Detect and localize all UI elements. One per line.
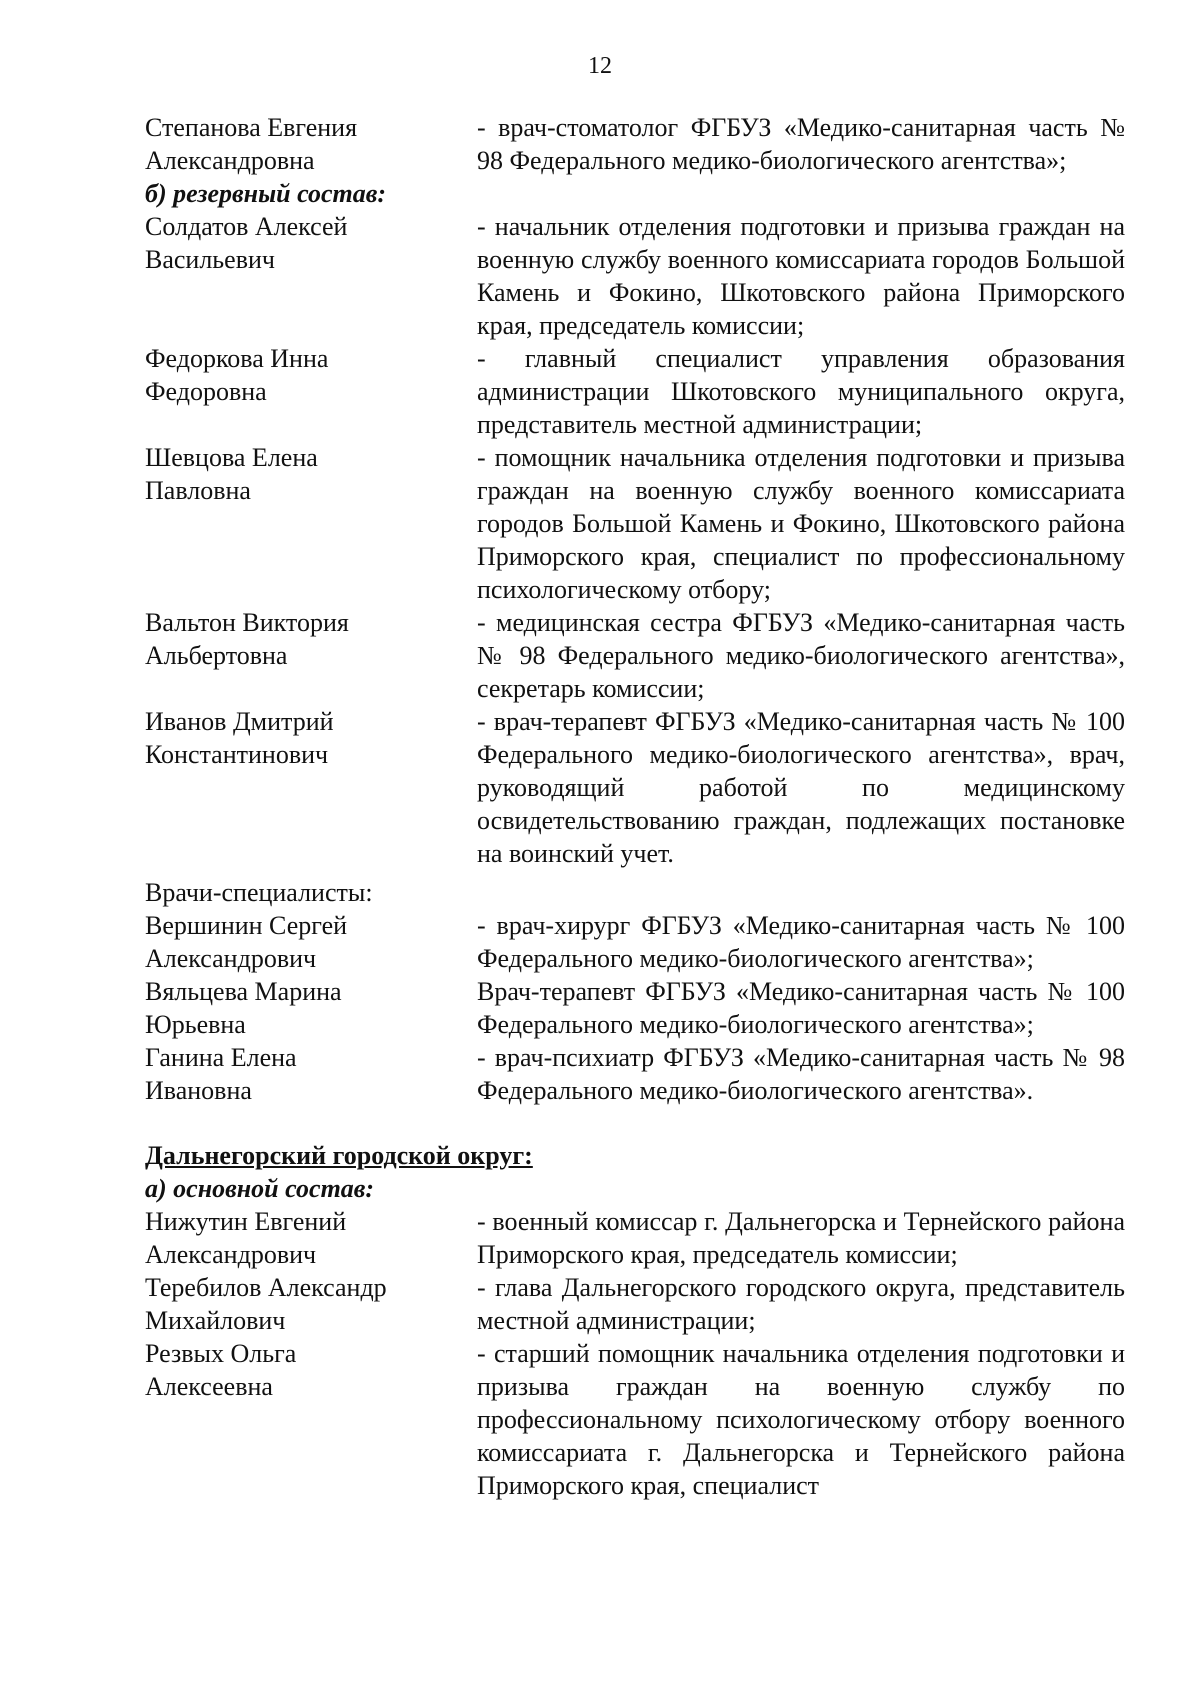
member-entry [145, 441, 1125, 606]
member-entry [145, 975, 1125, 1041]
member-name: Вершинин Сергей Александрович [145, 911, 348, 973]
member-name: Нижутин Евгений Александрович [145, 1207, 347, 1269]
member-position: - главный специалист управления образования администрации Шкотовского муниципального округа, представитель местной администрации; [477, 344, 1125, 439]
member-position: - медицинская сестра ФГБУЗ «Медико-санитарная часть № 98 Федерального медико-биологического агентства», секретарь комиссии; [477, 608, 1125, 703]
member-position: - военный комиссар г. Дальнегорска и Тернейского района Приморского края, председатель комиссии; [477, 1207, 1125, 1269]
member-name: Вяльцева Марина Юрьевна [145, 977, 342, 1039]
member-entry [145, 111, 1125, 177]
member-name: Степанова Евгения Александровна [145, 113, 358, 175]
document-body [145, 111, 1125, 1502]
member-entry [145, 342, 1125, 441]
member-entry [145, 606, 1125, 705]
member-entry [145, 705, 1125, 870]
member-entry [145, 210, 1125, 342]
member-position: Врач-терапевт ФГБУЗ «Медико-санитарная часть № 100 Федерального медико-биологического агентства»; [477, 977, 1125, 1039]
member-name: Шевцова Елена Павловна [145, 443, 318, 505]
member-position: - старший помощник начальника отделения подготовки и призыва граждан на военную службу по профессиональному психологическому отбору военного комиссариата г. Дальнегорска и Тернейского района Приморского края, специалист [477, 1339, 1125, 1500]
member-name: Теребилов Александр Михайлович [145, 1273, 387, 1335]
member-entry [145, 1271, 1125, 1337]
member-entry [145, 1205, 1125, 1271]
reserve-heading: б) резервный состав: [145, 179, 386, 208]
member-position: - врач-стоматолог ФГБУЗ «Медико-санитарная часть № 98 Федерального медико-биологического агентства»; [477, 113, 1125, 175]
main-composition-heading: а) основной состав: [145, 1174, 375, 1203]
member-position: - помощник начальника отделения подготовки и призыва граждан на военную службу военного комиссариата городов Большой Камень и Фокино, Шкотовского района Приморского края, специалист по профессиональному психологическому отбору; [477, 443, 1125, 604]
member-entry [145, 909, 1125, 975]
member-entry [145, 1041, 1125, 1107]
member-name: Резвых Ольга Алексеевна [145, 1339, 297, 1401]
member-entry [145, 1337, 1125, 1502]
page-number: 12 [588, 53, 612, 79]
member-name: Федоркова Инна Федоровна [145, 344, 329, 406]
specialists-heading: Врачи-специалисты: [145, 878, 373, 907]
member-position: - глава Дальнегорского городского округа, представитель местной администрации; [477, 1273, 1125, 1335]
member-position: - врач-психиатр ФГБУЗ «Медико-санитарная часть № 98 Федерального медико-биологического агентства». [477, 1043, 1125, 1105]
member-name: Вальтон Виктория Альбертовна [145, 608, 349, 670]
district-heading: Дальнегорский городской округ: [145, 1141, 533, 1170]
member-position: - врач-терапевт ФГБУЗ «Медико-санитарная часть № 100 Федерального медико-биологического агентства», врач, руководящий работой по медицинскому освидетельствованию граждан, подлежащих постановке на воинский учет. [477, 707, 1125, 868]
member-name: Ганина Елена Ивановна [145, 1043, 297, 1105]
member-name: Иванов Дмитрий Константинович [145, 707, 334, 769]
member-position: - начальник отделения подготовки и призыва граждан на военную службу военного комиссариата городов Большой Камень и Фокино, Шкотовского района Приморского края, председатель комиссии; [477, 212, 1125, 340]
member-position: - врач-хирург ФГБУЗ «Медико-санитарная часть № 100 Федерального медико-биологического агентства»; [477, 911, 1125, 973]
member-name: Солдатов Алексей Васильевич [145, 212, 348, 274]
